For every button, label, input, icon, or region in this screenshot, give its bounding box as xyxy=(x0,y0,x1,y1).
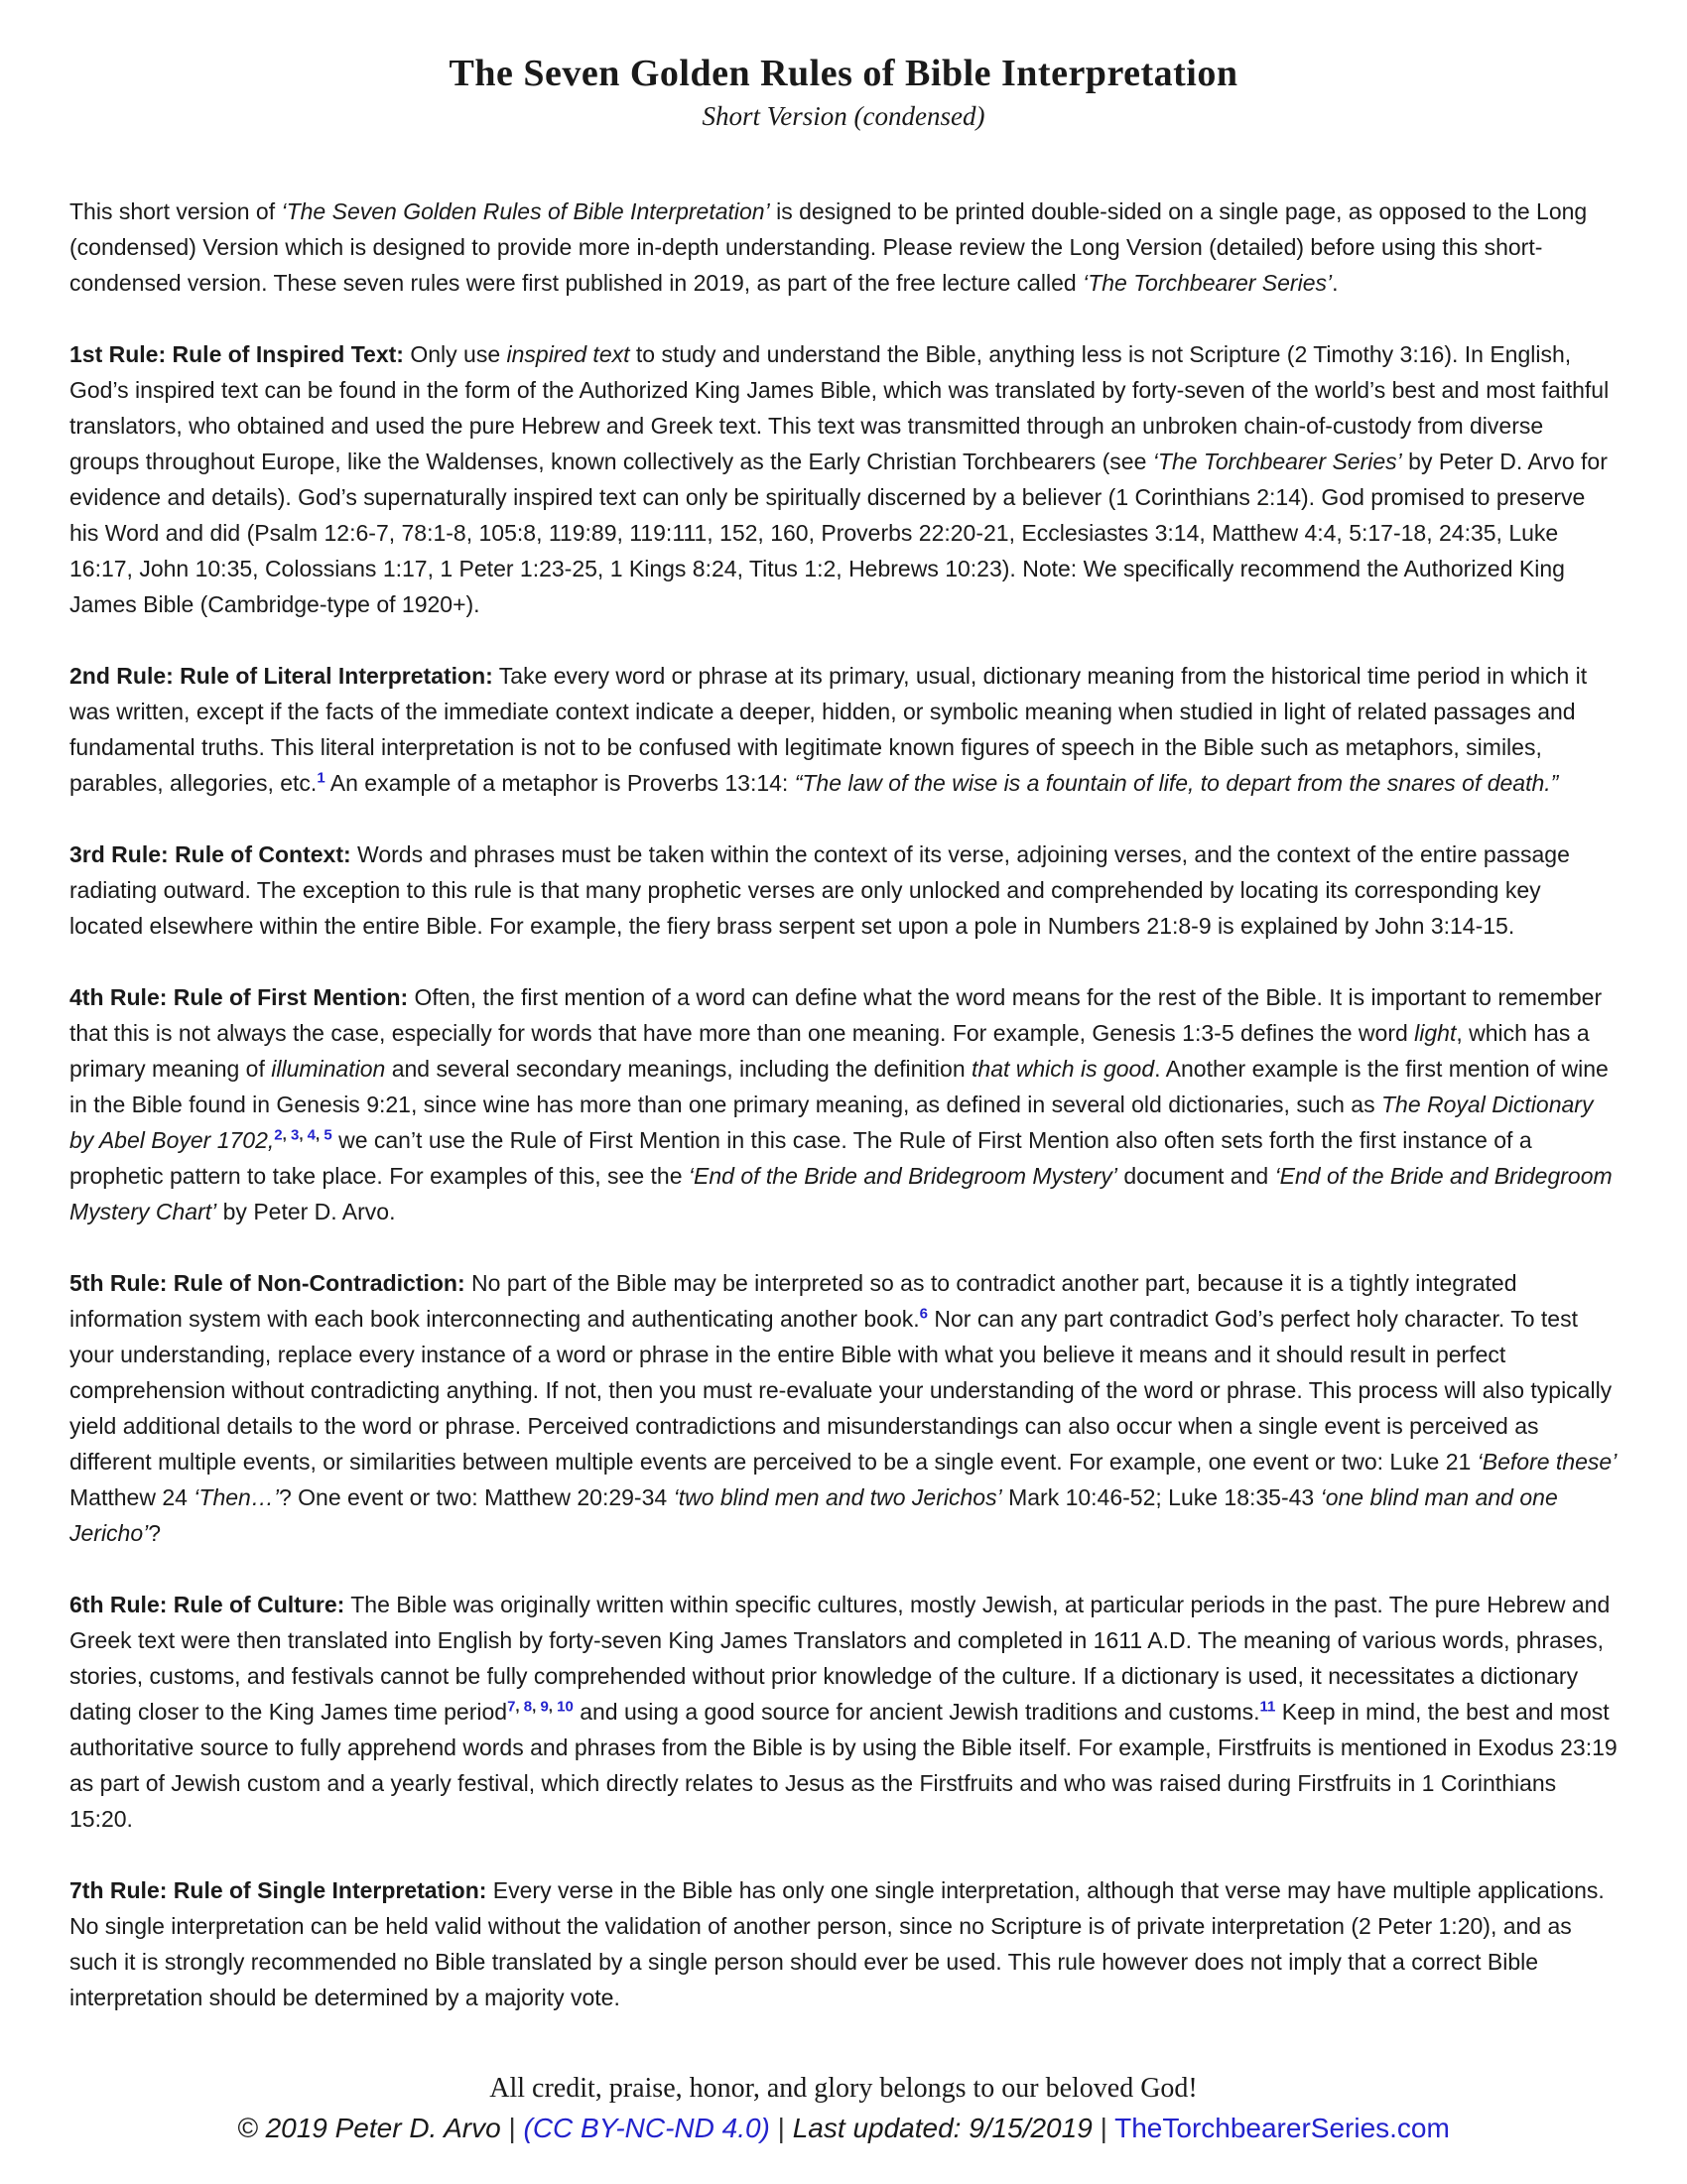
rule-4-heading: 4th Rule: Rule of First Mention: xyxy=(69,984,409,1010)
rule-4-paragraph xyxy=(69,979,1618,1229)
rule-3-paragraph xyxy=(69,836,1618,944)
text-segment: ‘two blind men and two Jerichos’ xyxy=(673,1484,1002,1510)
text-segment: inspired text xyxy=(506,341,630,367)
rule-1-heading: 1st Rule: Rule of Inspired Text: xyxy=(69,341,404,367)
text-segment: 11 xyxy=(1259,1698,1276,1716)
cc-license-link[interactable]: (CC BY-NC-ND 4.0) xyxy=(523,2113,770,2143)
text-segment: 2 xyxy=(274,1126,283,1144)
text-segment: document and xyxy=(1117,1163,1275,1189)
rule-6-body xyxy=(69,1592,1618,1832)
rule-6-paragraph xyxy=(69,1587,1618,1837)
rule-3-heading: 3rd Rule: Rule of Context: xyxy=(69,841,351,867)
intro-paragraph xyxy=(69,193,1618,301)
text-segment: . Another example is the first mention of wine in the Bible found in Genesis 9:21, since wine has more than one primary meaning, as defined in several old dictionaries, such as xyxy=(69,1056,1609,1117)
text-segment: ? One event or two: Matthew 20:29-34 xyxy=(278,1484,674,1510)
text-segment: ‘The Seven Golden Rules of Bible Interpretation’ xyxy=(281,198,770,224)
text-segment: 6 xyxy=(919,1305,928,1323)
text-segment: is designed to be printed double-sided on a single page, as opposed to the Long (condensed) Version which is designed to provide more in-depth understanding. Please review the Long Version (detailed) before using this short-condensed version. These seven rules were first published in 2019, as part of the free lecture called xyxy=(69,198,1588,296)
separator: | xyxy=(508,2113,516,2143)
document-body xyxy=(69,193,1618,2015)
text-segment: The Bible was originally written within specific cultures, mostly Jewish, at particular periods in the past. The pure Hebrew and Greek text were then translated into English by forty-seven King James Translators and completed in 1611 A.D. The meaning of various words, phrases, stories, customs, and festivals cannot be fully comprehended without prior knowledge of the culture. If a dictionary is used, it necessitates a dictionary dating closer to the King James time period xyxy=(69,1592,1611,1725)
text-segment: 8 xyxy=(523,1698,533,1716)
rule-5-body xyxy=(69,1270,1617,1546)
rule-4-body xyxy=(69,984,1613,1224)
text-segment: illumination xyxy=(271,1056,386,1082)
torchbearer-series-link[interactable]: TheTorchbearerSeries.com xyxy=(1114,2113,1450,2143)
text-segment: Keep in mind, the best and most authoritative source to fully apprehend words and phrases from the Bible is by using the Bible itself. For example, Firstfruits is mentioned in Exodus 23:19 as part of Jewish custom and a yearly festival, which directly relates to Jesus as the Firstfruits and who was raised during Firstfruits in 1 Corinthians 15:20. xyxy=(69,1699,1618,1832)
text-segment: by Peter D. Arvo for evidence and details). God’s supernaturally inspired text can only be spiritually discerned by a believer (1 Corinthians 2:14). God promised to preserve his Word and did (Psalm 12:6-7, 78:1-8, 105:8, 119:89, 119:111, 152, 160, Proverbs 22:20-21, Ecclesiastes 3:14, Matthew 4:4, 5:17-18, 24:35, Luke 16:17, John 10:35, Colossians 1:17, 1 Peter 1:23-25, 1 Kings 8:24, Titus 1:2, Hebrews 10:23). Note: We specifically recommend the Authorized King James Bible (Cambridge-type of 1920+). xyxy=(69,449,1608,617)
rule-1-body xyxy=(69,341,1609,617)
text-segment: Every verse in the Bible has only one single interpretation, although that verse may have multiple applications. No single interpretation can be held valid without the validation of another person, since no Scripture is of private interpretation (2 Peter 1:20), and as such it is strongly recommended no Bible translated by a single person should ever be used. This rule however does not imply that a correct Bible interpretation should be determined by a majority vote. xyxy=(69,1877,1605,2010)
rule-1-paragraph xyxy=(69,336,1618,622)
text-segment: Take every word or phrase at its primary, usual, dictionary meaning from the historical time period in which it was written, except if the facts of the immediate context indicate a deeper, hidden, or symbolic meaning when studied in light of related passages and fundamental truths. This literal interpretation is not to be confused with legitimate known figures of speech in the Bible such as metaphors, similes, parables, allegories, etc. xyxy=(69,663,1588,796)
rule-2-paragraph xyxy=(69,658,1618,801)
text-segment: 9 xyxy=(540,1698,549,1716)
rule-7-heading: 7th Rule: Rule of Single Interpretation: xyxy=(69,1877,487,1903)
text-segment: light xyxy=(1414,1020,1457,1046)
page-title: The Seven Golden Rules of Bible Interpretation xyxy=(449,53,1238,94)
text-segment: Only use xyxy=(403,341,507,367)
text-segment: 4 xyxy=(307,1126,316,1144)
rule-7-paragraph xyxy=(69,1872,1618,2015)
text-segment: ‘The Torchbearer Series’ xyxy=(1152,449,1402,474)
footer-credit-line: All credit, praise, honor, and glory belongs to our beloved God! xyxy=(489,2073,1198,2104)
text-segment: and using a good source for ancient Jewish traditions and customs. xyxy=(573,1699,1260,1725)
text-segment: This short version of xyxy=(69,198,282,224)
text-segment: , xyxy=(515,1698,524,1716)
copyright-text: © 2019 Peter D. Arvo xyxy=(237,2113,501,2143)
text-segment: Often, the first mention of a word can define what the word means for the rest of the Bible. It is important to remember that this is not always the case, especially for words that have more than one meaning. For example, Genesis 1:3-5 defines the word xyxy=(69,984,1603,1046)
text-segment: , xyxy=(316,1126,324,1144)
text-segment: that which is good xyxy=(972,1056,1155,1082)
text-segment: ‘one blind man and one Jericho’ xyxy=(69,1484,1558,1546)
text-segment: “The law of the wise is a fountain of life, to depart from the snares of death.” xyxy=(794,770,1559,796)
separator: | xyxy=(1100,2113,1107,2143)
page-footer xyxy=(69,2073,1618,2144)
text-segment: 1 xyxy=(317,769,325,787)
text-segment: . xyxy=(1332,270,1339,296)
rule-5-paragraph xyxy=(69,1265,1618,1551)
text-segment: Matthew 24 xyxy=(69,1484,195,1510)
text-segment: An example of a metaphor is Proverbs 13:14: xyxy=(324,770,795,796)
text-segment: ‘End of the Bride and Bridegroom Mystery’ xyxy=(688,1163,1117,1189)
text-segment: 10 xyxy=(557,1698,574,1716)
separator: | xyxy=(777,2113,785,2143)
text-segment: ‘Then…’ xyxy=(194,1484,279,1510)
text-segment: 5 xyxy=(324,1126,332,1144)
rule-6-heading: 6th Rule: Rule of Culture: xyxy=(69,1592,345,1617)
text-segment: , which has a primary meaning of xyxy=(69,1020,1590,1082)
text-segment: , xyxy=(299,1126,308,1144)
text-segment: , xyxy=(282,1126,291,1144)
text-segment: by Peter D. Arvo. xyxy=(216,1199,396,1224)
text-segment: 7 xyxy=(507,1698,516,1716)
rule-2-heading: 2nd Rule: Rule of Literal Interpretation: xyxy=(69,663,493,689)
text-segment: we can’t use the Rule of First Mention in this case. The Rule of First Mention also often sets forth the first instance of a prophetic pattern to take place. For examples of this, see the xyxy=(69,1127,1532,1189)
text-segment: , xyxy=(548,1698,558,1716)
page-subtitle: Short Version (condensed) xyxy=(702,101,985,131)
text-segment: Words and phrases must be taken within the context of its verse, adjoining verses, and the context of the entire passage radiating outward. The exception to this rule is that many prophetic verses are only unlocked and comprehended by locating its corresponding key located elsewhere within the entire Bible. For example, the fiery brass serpent set upon a pole in Numbers 21:8-9 is explained by John 3:14-15. xyxy=(69,841,1570,939)
footer-copyright-line xyxy=(69,2113,1618,2144)
text-segment: No part of the Bible may be interpreted so as to contradict another part, because it is a tightly integrated information system with each book interconnecting and authenticating another book. xyxy=(69,1270,1517,1332)
text-segment: 3 xyxy=(290,1126,300,1144)
text-segment: Nor can any part contradict God’s perfect holy character. To test your understanding, replace every instance of a word or phrase in the entire Bible with what you believe it means and it should result in perfect comprehension without contradicting anything. If not, then you must re-evaluate your understanding of the word or phrase. This process will also typically yield additional details to the word or phrase. Perceived contradictions and misunderstandings can also occur when a single event is perceived as different multiple events, or similarities between multiple events are perceived to be a single event. For example, one event or two: Luke 21 xyxy=(69,1306,1613,1475)
text-segment: The Royal Dictionary by Abel Boyer 1702, xyxy=(69,1092,1594,1153)
text-segment: to study and understand the Bible, anything less is not Scripture (2 Timothy 3:16). In English, God’s inspired text can be found in the form of the Authorized King James Bible, which was translated by forty-seven of the world’s best and most faithful translators, who obtained and used the pure Hebrew and Greek text. This text was transmitted through an unbroken chain-of-custody from diverse groups throughout Europe, like the Waldenses, known collectively as the Early Christian Torchbearers (see xyxy=(69,341,1610,474)
text-segment: Mark 10:46-52; Luke 18:35-43 xyxy=(1001,1484,1321,1510)
intro-text xyxy=(69,198,1587,296)
rule-5-heading: 5th Rule: Rule of Non-Contradiction: xyxy=(69,1270,465,1296)
text-segment: , xyxy=(532,1698,541,1716)
text-segment: and several secondary meanings, including the definition xyxy=(385,1056,973,1082)
last-updated-text: Last updated: 9/15/2019 xyxy=(792,2113,1093,2143)
text-segment: ‘The Torchbearer Series’ xyxy=(1083,270,1333,296)
text-segment: ? xyxy=(148,1520,162,1546)
text-segment: ‘End of the Bride and Bridegroom Mystery Chart’ xyxy=(69,1163,1613,1224)
text-segment: ‘Before these’ xyxy=(1477,1449,1618,1475)
